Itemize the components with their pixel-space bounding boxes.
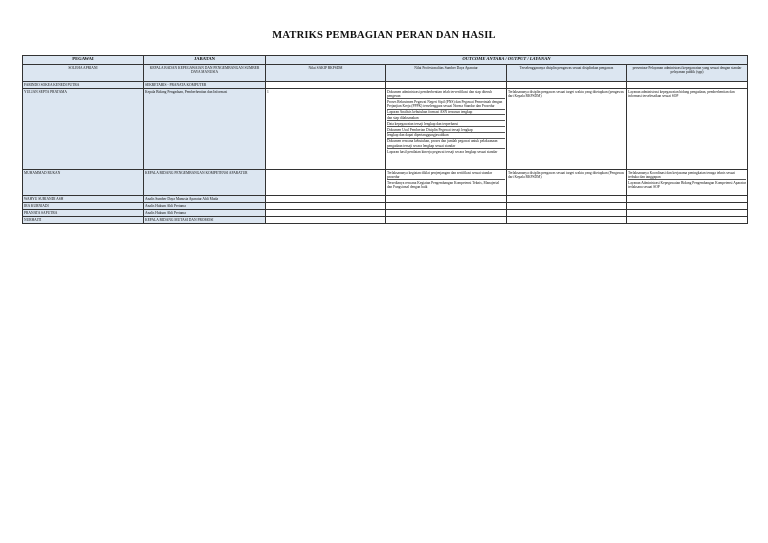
- cell-outcome-4: [627, 89, 748, 170]
- cell-outcome-1: [266, 82, 386, 89]
- table-row: [23, 217, 748, 224]
- table-row: [23, 82, 748, 89]
- outcome-item: Laporan hasil penilaian kinerja pegawai tersaji secara lengkap sesuai standar: [387, 149, 498, 154]
- cell-outcome-2: Nilai Profesionalitas Sumber Daya Aparatur: [386, 65, 507, 82]
- header-row-2: [23, 65, 748, 82]
- cell-outcome-1: [266, 170, 386, 196]
- cell-outcome-2: [386, 82, 507, 89]
- role-matrix-table: [22, 55, 748, 224]
- outcome-item: Dokumen Usul Pemberian Disiplin Pegawai tersaji lengkap: [387, 128, 505, 134]
- outcome-item: Proses Rekrutmen Pegawai Negeri Sipil (PNS) dan Pegawai Pemerintah dengan Perjanjian Kerja (PPPK) terselenggara sesuai Norma Standar dan Prosedur: [387, 100, 505, 110]
- cell-jabatan: KEPALA BIDANG MUTASI DAN PROMOSI: [144, 217, 266, 224]
- cell-outcome-1: Nilai SAKIP BKPSDM: [266, 65, 386, 82]
- cell-outcome-1: [266, 196, 386, 203]
- outcome-item: dan siap dilaksanakan: [387, 116, 505, 122]
- cell-outcome-4: [627, 210, 748, 217]
- header-outcome: OUTCOME ANTARA / OUTPUT / LAYANAN: [266, 56, 748, 65]
- cell-outcome-3: [507, 210, 627, 217]
- table-row: [23, 170, 748, 196]
- cell-jabatan: KEPALA BADAN KEPEGAWAIAN DAN PENGEMBANGAN SUMBER DAYA MANUSIA: [144, 65, 266, 82]
- header-pegawai: PEGAWAI: [23, 56, 144, 65]
- cell-pegawai: FARINDO SOKEA KENEDI PUTRA: [23, 82, 144, 89]
- cell-pegawai: NURHAITI: [23, 217, 144, 224]
- cell-jabatan: Analis Hukum Ahli Pertama: [144, 203, 266, 210]
- cell-outcome-3: [507, 196, 627, 203]
- cell-jabatan: KEPALA BIDANG PENGEMBANGAN KOMPETENSI APARATUR: [144, 170, 266, 196]
- cell-outcome-3: [507, 217, 627, 224]
- page-title: MATRIKS PEMBAGIAN PERAN DAN HASIL: [272, 30, 496, 41]
- table-row: [23, 89, 748, 170]
- cell-outcome-2: [386, 170, 507, 196]
- cell-outcome-4: [627, 203, 748, 210]
- cell-outcome-1: 1: [266, 89, 386, 170]
- cell-outcome-2: [386, 217, 507, 224]
- cell-pegawai: YULIAN SEPTA PRATAMA: [23, 89, 144, 170]
- outcome-item: Dokumen rencana kebutuhan, proses dan jumlah pegawai untuk pelaksanaan pengadaan tersaji secara lengkap sesuai standar: [387, 139, 505, 149]
- cell-outcome-3: Terselenggaranya disiplin pengawas sesuai disiplinkan pengawas: [507, 65, 627, 82]
- cell-outcome-2: [386, 210, 507, 217]
- table-row: [23, 203, 748, 210]
- cell-outcome-4: persentase Pelayanan administrasi kepegawaian yang sesuai dengan standar pelayanan publik (spp): [627, 65, 748, 82]
- outcome-item: Tersedianya rencana Kegiatan Pengembangan Kompetensi Teknis, Manajerial dan Fungsional dengan baik: [387, 180, 500, 189]
- outcome-item: Layanan Administrasi Kepegawaian Bidang Pengembangan Kompetensi Aparatur terlaksana sesuai SOP: [628, 180, 746, 189]
- cell-pegawai: SOLEHA APRIANI: [23, 65, 144, 82]
- cell-outcome-2: [386, 203, 507, 210]
- outcome-item: Laporan Analisis kebutuhan formasi ASN tersusun tengkap: [387, 110, 505, 116]
- cell-jabatan: Analis Hukum Ahli Pertama: [144, 210, 266, 217]
- cell-outcome-2: [386, 196, 507, 203]
- outcome-item: Dokumen administrasi pemberhentian telah terverifikasi dan siap diteruh pengesan: [387, 90, 505, 100]
- outcome-item: Layanan administrasi kepegawaian bidang pengadaan, pemberhentian dan informasi terselesaikan sesuai SOP: [628, 89, 735, 98]
- outcome-item: Data kepegawaian tersaji lengkap dan terperbarui: [387, 122, 505, 128]
- cell-outcome-3: Terlaksananya disiplin pengawas sesuai target waktu yang ditetapkan (pengawas dari Kepala BKPSDM): [507, 89, 627, 170]
- cell-outcome-4: [627, 82, 748, 89]
- cell-outcome-3: [507, 82, 627, 89]
- cell-outcome-4: [627, 170, 748, 196]
- cell-jabatan: Kepala Bidang Pengadaan, Pemberhentian dan Informasi: [144, 89, 266, 170]
- cell-pegawai: PRANATA SAPUTRA: [23, 210, 144, 217]
- cell-outcome-1: [266, 217, 386, 224]
- header-row: [23, 56, 748, 65]
- table-row: [23, 196, 748, 203]
- table-row: [23, 210, 748, 217]
- cell-outcome-3: [507, 203, 627, 210]
- cell-pegawai: MUHAMMAD RUKAN: [23, 170, 144, 196]
- cell-jabatan: Analis Sumber Daya Manusia Aparatur Ahli Muda: [144, 196, 266, 203]
- cell-outcome-1: [266, 203, 386, 210]
- cell-outcome-4: [627, 196, 748, 203]
- cell-outcome-3: Terlaksananya disiplin pengawas sesuai target waktu yang ditetapkan (Pengawas dari Kepala BKPSDM): [507, 170, 627, 196]
- cell-outcome-4: [627, 217, 748, 224]
- cell-outcome-2: [386, 89, 507, 170]
- header-jabatan: JABATAN: [144, 56, 266, 65]
- outcome-item: Terlaksananya Koordinasi dan kerjasama peningkatan tenaga teknis sesuai terbuka dan tanggapan: [628, 171, 746, 181]
- cell-jabatan: SEKRETARIS - PRANATA KOMPUTER: [144, 82, 266, 89]
- cell-pegawai: WAHYU SUBIANDI ASH: [23, 196, 144, 203]
- outcome-item: Terlaksananya kegiatan diklat penjenjangan dan sertifikasi sesuai standar prosedur: [387, 171, 505, 181]
- cell-outcome-1: [266, 210, 386, 217]
- outcome-item: lengkap dan dapat dipertanggungjawabkan: [387, 133, 505, 139]
- cell-pegawai: IRA KURNIADI: [23, 203, 144, 210]
